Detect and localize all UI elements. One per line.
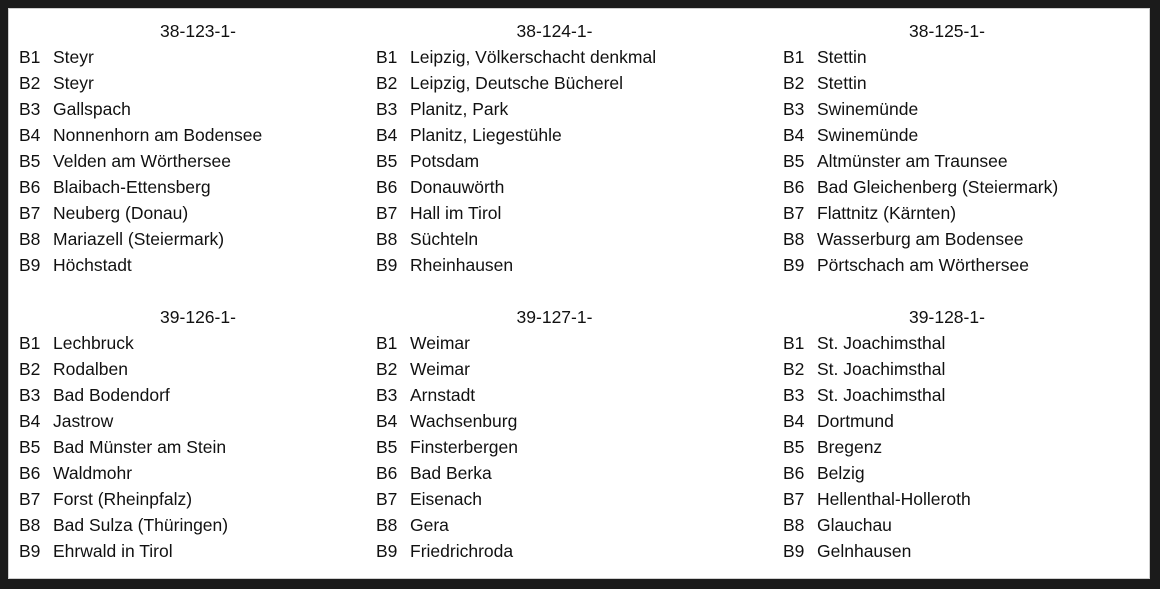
item-place: Mariazell (Steiermark) (53, 229, 225, 249)
item-place: Arnstadt (410, 385, 476, 405)
list-item (376, 434, 733, 460)
list-item (19, 200, 377, 226)
block-header: 39-126-1- (160, 307, 236, 327)
block-header: 38-123-1- (160, 21, 236, 41)
list-item (783, 356, 1111, 382)
item-place: Potsdam (410, 151, 480, 171)
item-place: Swinemünde (817, 99, 919, 119)
list-item (376, 44, 733, 70)
item-place: Velden am Wörthersee (53, 151, 232, 171)
item-code: B8 (376, 515, 398, 535)
item-code: B9 (783, 255, 805, 275)
item-place: Ehrwald in Tirol (53, 541, 173, 561)
item-place: Planitz, Liegestühle (410, 125, 562, 145)
index-block (783, 18, 1111, 278)
item-place: Lechbruck (53, 333, 134, 353)
item-place: Blaibach-Ettensberg (53, 177, 211, 197)
item-code: B9 (376, 541, 398, 561)
list-item (783, 122, 1111, 148)
item-code: B2 (19, 359, 41, 379)
item-code: B2 (19, 73, 41, 93)
list-item (376, 226, 733, 252)
item-code: B3 (376, 99, 398, 119)
item-code: B9 (783, 541, 805, 561)
item-place: Höchstadt (53, 255, 132, 275)
item-code: B4 (376, 125, 398, 145)
item-code: B6 (19, 177, 41, 197)
index-block (19, 18, 377, 278)
list-item (19, 434, 377, 460)
item-code: B1 (376, 47, 398, 67)
item-place: Leipzig, Deutsche Bücherel (410, 73, 624, 93)
item-place: Gelnhausen (817, 541, 912, 561)
list-item (783, 174, 1111, 200)
item-code: B6 (376, 177, 398, 197)
item-place: Flattnitz (Kärnten) (817, 203, 957, 223)
item-code: B2 (783, 73, 805, 93)
item-code: B8 (783, 229, 805, 249)
list-item (19, 226, 377, 252)
list-item (19, 382, 377, 408)
item-place: Bad Sulza (Thüringen) (53, 515, 229, 535)
item-place: Stettin (817, 47, 867, 67)
item-code: B8 (19, 229, 41, 249)
list-item (19, 512, 377, 538)
item-place: Wasserburg am Bodensee (817, 229, 1024, 249)
item-place: St. Joachimsthal (817, 385, 946, 405)
item-place: Stettin (817, 73, 867, 93)
item-place: Gera (410, 515, 449, 535)
list-item (19, 174, 377, 200)
list-item (783, 460, 1111, 486)
list-item (376, 122, 733, 148)
item-place: Jastrow (53, 411, 114, 431)
item-place: Hellenthal-Holleroth (817, 489, 971, 509)
list-item (783, 408, 1111, 434)
list-item (376, 356, 733, 382)
item-code: B5 (376, 437, 398, 457)
item-place: Waldmohr (53, 463, 133, 483)
list-item (376, 148, 733, 174)
list-item (19, 44, 377, 70)
item-code: B7 (19, 489, 41, 509)
item-code: B5 (19, 151, 41, 171)
list-item (19, 96, 377, 122)
item-code: B5 (376, 151, 398, 171)
list-item (19, 460, 377, 486)
list-item (376, 408, 733, 434)
item-code: B8 (376, 229, 398, 249)
list-item (376, 382, 733, 408)
item-code: B6 (783, 463, 805, 483)
block-header: 39-128-1- (909, 307, 985, 327)
item-place: Friedrichroda (410, 541, 514, 561)
list-item (783, 486, 1111, 512)
item-code: B8 (19, 515, 41, 535)
item-code: B3 (783, 385, 805, 405)
item-place: Steyr (53, 47, 94, 67)
item-code: B4 (376, 411, 398, 431)
list-item (376, 512, 733, 538)
item-code: B2 (376, 73, 398, 93)
list-item (376, 330, 733, 356)
item-code: B5 (19, 437, 41, 457)
item-place: Bad Münster am Stein (53, 437, 227, 457)
item-code: B4 (783, 411, 805, 431)
list-item (19, 122, 377, 148)
list-item (376, 70, 733, 96)
item-code: B4 (783, 125, 805, 145)
item-code: B4 (19, 125, 41, 145)
item-code: B1 (783, 333, 805, 353)
list-item (376, 486, 733, 512)
item-place: Neuberg (Donau) (53, 203, 189, 223)
item-code: B3 (376, 385, 398, 405)
item-place: Bad Bodendorf (53, 385, 170, 405)
item-code: B4 (19, 411, 41, 431)
item-place: Hall im Tirol (410, 203, 502, 223)
list-item (783, 252, 1111, 278)
list-item (783, 512, 1111, 538)
list-item (376, 460, 733, 486)
item-place: Pörtschach am Wörthersee (817, 255, 1030, 275)
list-item (376, 252, 733, 278)
item-code: B2 (376, 359, 398, 379)
item-place: Altmünster am Traunsee (817, 151, 1008, 171)
index-block (783, 304, 1111, 564)
list-item (19, 408, 377, 434)
list-item (783, 330, 1111, 356)
item-code: B1 (376, 333, 398, 353)
list-item (783, 200, 1111, 226)
item-place: Forst (Rheinpfalz) (53, 489, 193, 509)
item-place: Nonnenhorn am Bodensee (53, 125, 263, 145)
list-item (19, 356, 377, 382)
list-item (783, 70, 1111, 96)
item-place: Weimar (410, 333, 470, 353)
item-code: B7 (783, 203, 805, 223)
list-item (19, 330, 377, 356)
item-place: Finsterbergen (410, 437, 518, 457)
item-code: B7 (783, 489, 805, 509)
item-code: B8 (783, 515, 805, 535)
list-item (376, 96, 733, 122)
item-code: B6 (19, 463, 41, 483)
item-place: Steyr (53, 73, 94, 93)
block-header: 38-124-1- (516, 21, 593, 41)
item-code: B1 (19, 47, 41, 67)
item-place: Wachsenburg (410, 411, 518, 431)
item-code: B1 (19, 333, 41, 353)
list-item (376, 174, 733, 200)
item-place: Swinemünde (817, 125, 919, 145)
index-block (19, 304, 377, 564)
item-code: B7 (19, 203, 41, 223)
list-item (783, 44, 1111, 70)
index-block (376, 304, 733, 564)
item-place: Rheinhausen (410, 255, 514, 275)
item-place: Rodalben (53, 359, 128, 379)
list-item (19, 538, 377, 564)
block-header: 38-125-1- (909, 21, 985, 41)
list-item (783, 226, 1111, 252)
item-place: Gallspach (53, 99, 131, 119)
list-item (19, 252, 377, 278)
item-code: B7 (376, 489, 398, 509)
item-code: B6 (783, 177, 805, 197)
item-code: B9 (19, 541, 41, 561)
list-item (783, 148, 1111, 174)
item-code: B3 (19, 385, 41, 405)
list-item (783, 96, 1111, 122)
item-code: B5 (783, 151, 805, 171)
item-code: B9 (19, 255, 41, 275)
item-place: Dortmund (817, 411, 894, 431)
list-item (783, 538, 1111, 564)
list-item (19, 148, 377, 174)
list-item (783, 382, 1111, 408)
block-header: 39-127-1- (516, 307, 593, 327)
item-place: Belzig (817, 463, 865, 483)
item-code: B1 (783, 47, 805, 67)
item-code: B3 (783, 99, 805, 119)
item-place: St. Joachimsthal (817, 333, 946, 353)
item-code: B2 (783, 359, 805, 379)
list-item (376, 200, 733, 226)
list-item (19, 70, 377, 96)
document-sheet (8, 8, 1150, 579)
item-place: Süchteln (410, 229, 479, 249)
item-place: Glauchau (817, 515, 892, 535)
item-code: B9 (376, 255, 398, 275)
item-place: Weimar (410, 359, 470, 379)
list-item (783, 434, 1111, 460)
item-code: B6 (376, 463, 398, 483)
item-place: Planitz, Park (410, 99, 509, 119)
item-place: Bregenz (817, 437, 883, 457)
list-item (19, 486, 377, 512)
item-place: Leipzig, Völkerschacht denkmal (410, 47, 657, 67)
item-place: St. Joachimsthal (817, 359, 946, 379)
item-place: Donauwörth (410, 177, 505, 197)
item-place: Bad Gleichenberg (Steiermark) (817, 177, 1059, 197)
item-code: B7 (376, 203, 398, 223)
item-code: B3 (19, 99, 41, 119)
item-code: B5 (783, 437, 805, 457)
item-place: Eisenach (410, 489, 482, 509)
item-place: Bad Berka (410, 463, 492, 483)
list-item (376, 538, 733, 564)
index-block (376, 18, 733, 278)
